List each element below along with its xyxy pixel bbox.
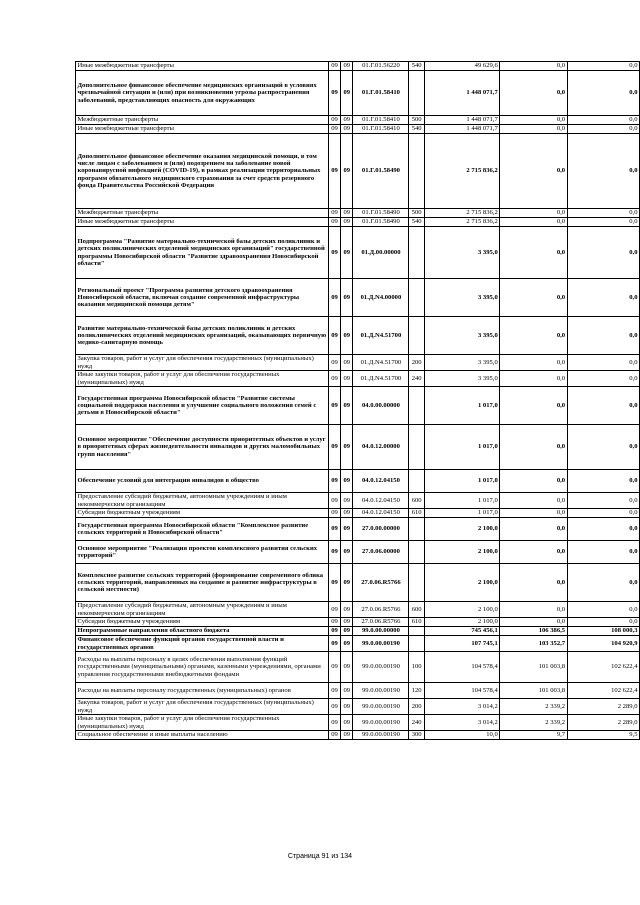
target-article-cell: 99.0.00.00190 — [353, 636, 409, 652]
table-row — [76, 493, 640, 509]
table-row — [76, 279, 640, 317]
amount-year3-cell: 0,0 — [567, 71, 639, 116]
section-code-cell: 09 — [328, 134, 340, 209]
target-article-cell: 01.Г.01.58490 — [353, 209, 409, 218]
expense-type-cell — [409, 470, 424, 493]
page-footer — [0, 853, 640, 860]
row-name-cell: Предоставление субсидий бюджетным, автономным учреждениям и иным некоммерческим организациям — [76, 493, 329, 509]
subsection-code-cell: 09 — [341, 209, 353, 218]
expense-type-cell — [409, 518, 424, 541]
amount-year2-cell: 106 386,5 — [500, 627, 567, 636]
section-code-cell: 09 — [328, 636, 340, 652]
amount-year3-cell: 0,0 — [567, 493, 639, 509]
section-code-cell: 09 — [328, 602, 340, 618]
expense-type-cell — [409, 564, 424, 602]
amount-year2-cell: 0,0 — [500, 218, 567, 227]
subsection-code-cell: 09 — [341, 493, 353, 509]
row-name-cell: Закупка товаров, работ и услуг для обеспечения государственных (муниципальных) нужд — [76, 355, 329, 371]
amount-year3-cell: 104 920,9 — [567, 636, 639, 652]
amount-year3-cell: 102 622,4 — [567, 683, 639, 699]
expense-type-cell — [409, 134, 424, 209]
amount-year3-cell: 0,0 — [567, 425, 639, 470]
amount-year3-cell: 108 000,3 — [567, 627, 639, 636]
table-row — [76, 71, 640, 116]
amount-year1-cell: 2 100,0 — [424, 564, 499, 602]
amount-year2-cell: 0,0 — [500, 227, 567, 279]
row-name-cell: Расходы на выплаты персоналу в целях обеспечения выполнения функций государственными (муниципальными) органами, казенными учреждениями, органами управления государственными внебюджетными фондами — [76, 652, 329, 683]
expense-type-cell — [409, 279, 424, 317]
section-code-cell: 09 — [328, 618, 340, 627]
row-name-cell: Финансовое обеспечение функций органов государственной власти и государственных органов — [76, 636, 329, 652]
table-row — [76, 209, 640, 218]
amount-year1-cell: 1 448 071,7 — [424, 116, 499, 125]
table-row — [76, 636, 640, 652]
expense-type-cell: 540 — [409, 125, 424, 134]
row-name-cell: Основное мероприятие "Реализация проектов комплексного развития сельских территорий" — [76, 541, 329, 564]
expense-type-cell: 120 — [409, 683, 424, 699]
expense-type-cell — [409, 317, 424, 355]
target-article-cell: 99.0.00.00190 — [353, 715, 409, 731]
row-name-cell: Дополнительное финансовое обеспечение медицинских организаций в условиях чрезвычайной ситуации и (или) при возникновении угрозы распространения заболеваний, представляющих опасность для окружающих — [76, 71, 329, 116]
section-code-cell: 09 — [328, 627, 340, 636]
amount-year3-cell: 0,0 — [567, 371, 639, 387]
subsection-code-cell: 09 — [341, 518, 353, 541]
subsection-code-cell: 09 — [341, 134, 353, 209]
expense-type-cell: 240 — [409, 371, 424, 387]
section-code-cell: 09 — [328, 371, 340, 387]
table-row — [76, 683, 640, 699]
target-article-cell: 01.Д.N4.51700 — [353, 317, 409, 355]
row-name-cell: Иные закупки товаров, работ и услуг для обеспечения государственных (муниципальных) нужд — [76, 715, 329, 731]
target-article-cell: 27.0.06.R5766 — [353, 602, 409, 618]
row-name-cell: Государственная программа Новосибирской области "Развитие системы социальной поддержки населения и улучшение социального положения семей с детьми в Новосибирской области" — [76, 387, 329, 425]
row-name-cell: Предоставление субсидий бюджетным, автономным учреждениям и иным некоммерческим организациям — [76, 602, 329, 618]
row-name-cell: Межбюджетные трансферты — [76, 209, 329, 218]
section-code-cell: 09 — [328, 209, 340, 218]
row-name-cell: Расходы на выплаты персоналу государственных (муниципальных) органов — [76, 683, 329, 699]
section-code-cell: 09 — [328, 652, 340, 683]
section-code-cell: 09 — [328, 387, 340, 425]
amount-year2-cell: 0,0 — [500, 425, 567, 470]
subsection-code-cell: 09 — [341, 116, 353, 125]
expense-type-cell: 540 — [409, 62, 424, 71]
subsection-code-cell: 09 — [341, 387, 353, 425]
subsection-code-cell: 09 — [341, 509, 353, 518]
target-article-cell: 01.Д.N4.00000 — [353, 279, 409, 317]
amount-year3-cell: 0,0 — [567, 518, 639, 541]
amount-year3-cell: 0,0 — [567, 541, 639, 564]
table-row — [76, 355, 640, 371]
amount-year1-cell: 3 395,0 — [424, 227, 499, 279]
section-code-cell: 09 — [328, 518, 340, 541]
amount-year3-cell: 0,0 — [567, 470, 639, 493]
amount-year3-cell: 0,0 — [567, 317, 639, 355]
row-name-cell: Иные закупки товаров, работ и услуг для обеспечения государственных (муниципальных) нужд — [76, 371, 329, 387]
row-name-cell: Региональный проект "Программа развития детского здравоохранения Новосибирской области, включая создание современной инфраструктуры оказания медицинской помощи детям" — [76, 279, 329, 317]
amount-year1-cell: 2 100,0 — [424, 618, 499, 627]
amount-year1-cell: 2 715 836,2 — [424, 218, 499, 227]
amount-year3-cell: 0,0 — [567, 509, 639, 518]
section-code-cell: 09 — [328, 227, 340, 279]
section-code-cell: 09 — [328, 493, 340, 509]
table-row — [76, 62, 640, 71]
section-code-cell: 09 — [328, 279, 340, 317]
amount-year1-cell: 3 395,0 — [424, 355, 499, 371]
table-row — [76, 564, 640, 602]
section-code-cell: 09 — [328, 683, 340, 699]
amount-year3-cell: 2 289,0 — [567, 715, 639, 731]
target-article-cell: 99.0.00.00000 — [353, 627, 409, 636]
budget-table-container — [75, 61, 640, 740]
target-article-cell: 27.0.06.R5766 — [353, 618, 409, 627]
amount-year1-cell: 104 578,4 — [424, 683, 499, 699]
subsection-code-cell: 09 — [341, 125, 353, 134]
expense-type-cell: 300 — [409, 731, 424, 740]
section-code-cell: 09 — [328, 62, 340, 71]
subsection-code-cell: 09 — [341, 618, 353, 627]
expense-type-cell: 100 — [409, 652, 424, 683]
section-code-cell: 09 — [328, 317, 340, 355]
amount-year2-cell: 0,0 — [500, 317, 567, 355]
amount-year2-cell: 0,0 — [500, 618, 567, 627]
target-article-cell: 27.0.06.R5766 — [353, 564, 409, 602]
amount-year2-cell: 0,0 — [500, 279, 567, 317]
expense-type-cell: 500 — [409, 209, 424, 218]
row-name-cell: Субсидии бюджетным учреждениям — [76, 509, 329, 518]
expense-type-cell — [409, 627, 424, 636]
amount-year2-cell: 0,0 — [500, 116, 567, 125]
section-code-cell: 09 — [328, 125, 340, 134]
subsection-code-cell: 09 — [341, 371, 353, 387]
row-name-cell: Социальное обеспечение и иные выплаты населению — [76, 731, 329, 740]
table-row — [76, 317, 640, 355]
subsection-code-cell: 09 — [341, 227, 353, 279]
amount-year1-cell: 1 017,0 — [424, 493, 499, 509]
amount-year1-cell: 3 014,2 — [424, 699, 499, 715]
amount-year1-cell: 1 017,0 — [424, 470, 499, 493]
section-code-cell: 09 — [328, 116, 340, 125]
row-name-cell: Развитие материально-технической базы детских поликлиник и детских поликлинических отделений медицинских организаций, оказывающих первичную медико-санитарную помощь — [76, 317, 329, 355]
target-article-cell: 27.0.00.00000 — [353, 518, 409, 541]
amount-year1-cell: 107 745,1 — [424, 636, 499, 652]
table-row — [76, 518, 640, 541]
expense-type-cell — [409, 636, 424, 652]
table-row — [76, 509, 640, 518]
subsection-code-cell: 09 — [341, 731, 353, 740]
amount-year2-cell: 0,0 — [500, 134, 567, 209]
target-article-cell: 99.0.00.00190 — [353, 683, 409, 699]
table-row — [76, 627, 640, 636]
row-name-cell: Подпрограмма "Развитие материально-технической базы детских поликлиник и детских поликлинических отделений медицинских организаций" государственной программы Новосибирской области "Развитие здравоохранения Новосибирской области" — [76, 227, 329, 279]
amount-year2-cell: 9,7 — [500, 731, 567, 740]
target-article-cell: 01.Г.01.58490 — [353, 218, 409, 227]
subsection-code-cell: 09 — [341, 636, 353, 652]
amount-year2-cell: 0,0 — [500, 125, 567, 134]
target-article-cell: 01.Г.01.58410 — [353, 71, 409, 116]
expense-type-cell — [409, 541, 424, 564]
expense-type-cell — [409, 71, 424, 116]
amount-year1-cell: 745 456,1 — [424, 627, 499, 636]
subsection-code-cell: 09 — [341, 541, 353, 564]
subsection-code-cell: 09 — [341, 683, 353, 699]
subsection-code-cell: 09 — [341, 355, 353, 371]
expense-type-cell: 540 — [409, 218, 424, 227]
amount-year3-cell: 0,0 — [567, 134, 639, 209]
section-code-cell: 09 — [328, 564, 340, 602]
subsection-code-cell: 09 — [341, 602, 353, 618]
target-article-cell: 01.Д.N4.51700 — [353, 355, 409, 371]
target-article-cell: 01.Г.01.58490 — [353, 134, 409, 209]
amount-year3-cell: 102 622,4 — [567, 652, 639, 683]
amount-year2-cell: 0,0 — [500, 564, 567, 602]
row-name-cell: Непрограммные направления областного бюджета — [76, 627, 329, 636]
subsection-code-cell: 09 — [341, 715, 353, 731]
amount-year2-cell: 0,0 — [500, 541, 567, 564]
target-article-cell: 01.Г.01.56220 — [353, 62, 409, 71]
subsection-code-cell: 09 — [341, 62, 353, 71]
expense-type-cell — [409, 425, 424, 470]
table-row — [76, 470, 640, 493]
table-row — [76, 731, 640, 740]
target-article-cell: 99.0.00.00190 — [353, 652, 409, 683]
table-row — [76, 218, 640, 227]
expense-type-cell: 600 — [409, 602, 424, 618]
target-article-cell: 01.Д.N4.51700 — [353, 371, 409, 387]
amount-year2-cell: 101 003,8 — [500, 683, 567, 699]
amount-year3-cell: 0,0 — [567, 209, 639, 218]
table-row — [76, 425, 640, 470]
expense-type-cell: 610 — [409, 618, 424, 627]
amount-year2-cell: 103 352,7 — [500, 636, 567, 652]
expense-type-cell: 500 — [409, 116, 424, 125]
subsection-code-cell: 09 — [341, 218, 353, 227]
row-name-cell: Обеспечение условий для интеграции инвалидов в общество — [76, 470, 329, 493]
table-row — [76, 116, 640, 125]
amount-year1-cell: 104 578,4 — [424, 652, 499, 683]
amount-year2-cell: 0,0 — [500, 387, 567, 425]
amount-year3-cell: 0,0 — [567, 355, 639, 371]
target-article-cell: 99.0.00.00190 — [353, 731, 409, 740]
row-name-cell: Основное мероприятие "Обеспечение доступности приоритетных объектов и услуг в приоритетных сферах жизнедеятельности инвалидов и других маломобильных групп населения" — [76, 425, 329, 470]
section-code-cell: 09 — [328, 470, 340, 493]
section-code-cell: 09 — [328, 699, 340, 715]
target-article-cell: 27.0.06.00000 — [353, 541, 409, 564]
amount-year1-cell: 3 395,0 — [424, 279, 499, 317]
target-article-cell: 01.Г.01.58410 — [353, 125, 409, 134]
amount-year2-cell: 0,0 — [500, 62, 567, 71]
row-name-cell: Межбюджетные трансферты — [76, 116, 329, 125]
target-article-cell: 04.0.12.04150 — [353, 470, 409, 493]
budget-table — [75, 61, 640, 740]
section-code-cell: 09 — [328, 218, 340, 227]
row-name-cell: Дополнительное финансовое обеспечение оказания медицинской помощи, в том числе лицам с заболеванием и (или) подозрением на заболевание новой коронавирусной инфекцией (COVID-19), в рамках реализации территориальных программ обязательного медицинского страхования за счет средств резервного фонда Правительства Российской Федерации — [76, 134, 329, 209]
amount-year1-cell: 49 629,6 — [424, 62, 499, 71]
target-article-cell: 99.0.00.00190 — [353, 699, 409, 715]
table-row — [76, 699, 640, 715]
row-name-cell: Субсидии бюджетным учреждениям — [76, 618, 329, 627]
amount-year3-cell: 0,0 — [567, 602, 639, 618]
amount-year2-cell: 2 339,2 — [500, 715, 567, 731]
target-article-cell: 01.Г.01.58410 — [353, 116, 409, 125]
amount-year1-cell: 1 448 071,7 — [424, 125, 499, 134]
section-code-cell: 09 — [328, 731, 340, 740]
section-code-cell: 09 — [328, 355, 340, 371]
amount-year1-cell: 2 715 836,2 — [424, 134, 499, 209]
subsection-code-cell: 09 — [341, 699, 353, 715]
expense-type-cell: 600 — [409, 493, 424, 509]
amount-year1-cell: 1 448 071,7 — [424, 71, 499, 116]
page-number: Страница 91 из 134 — [287, 853, 353, 860]
amount-year1-cell: 3 395,0 — [424, 371, 499, 387]
row-name-cell: Иные межбюджетные трансферты — [76, 125, 329, 134]
amount-year3-cell: 0,0 — [567, 387, 639, 425]
section-code-cell: 09 — [328, 509, 340, 518]
amount-year1-cell: 3 395,0 — [424, 317, 499, 355]
section-code-cell: 09 — [328, 715, 340, 731]
amount-year3-cell: 2 289,0 — [567, 699, 639, 715]
expense-type-cell — [409, 387, 424, 425]
expense-type-cell: 240 — [409, 715, 424, 731]
table-row — [76, 371, 640, 387]
amount-year3-cell: 9,5 — [567, 731, 639, 740]
amount-year3-cell: 0,0 — [567, 618, 639, 627]
table-row — [76, 541, 640, 564]
table-row — [76, 227, 640, 279]
amount-year1-cell: 1 017,0 — [424, 425, 499, 470]
amount-year2-cell: 0,0 — [500, 509, 567, 518]
table-body — [76, 62, 640, 740]
amount-year3-cell: 0,0 — [567, 116, 639, 125]
table-row — [76, 387, 640, 425]
amount-year2-cell: 0,0 — [500, 371, 567, 387]
subsection-code-cell: 09 — [341, 652, 353, 683]
subsection-code-cell: 09 — [341, 317, 353, 355]
amount-year1-cell: 1 017,0 — [424, 509, 499, 518]
table-row — [76, 602, 640, 618]
amount-year2-cell: 101 003,8 — [500, 652, 567, 683]
amount-year1-cell: 2 100,0 — [424, 518, 499, 541]
amount-year3-cell: 0,0 — [567, 218, 639, 227]
section-code-cell: 09 — [328, 425, 340, 470]
table-row — [76, 618, 640, 627]
table-row — [76, 652, 640, 683]
row-name-cell: Иные межбюджетные трансферты — [76, 62, 329, 71]
subsection-code-cell: 09 — [341, 470, 353, 493]
amount-year1-cell: 2 100,0 — [424, 541, 499, 564]
section-code-cell: 09 — [328, 71, 340, 116]
amount-year3-cell: 0,0 — [567, 564, 639, 602]
amount-year1-cell: 10,0 — [424, 731, 499, 740]
amount-year2-cell: 0,0 — [500, 209, 567, 218]
amount-year2-cell: 0,0 — [500, 71, 567, 116]
amount-year1-cell: 2 100,0 — [424, 602, 499, 618]
expense-type-cell: 610 — [409, 509, 424, 518]
table-row — [76, 134, 640, 209]
subsection-code-cell: 09 — [341, 425, 353, 470]
amount-year2-cell: 0,0 — [500, 470, 567, 493]
amount-year3-cell: 0,0 — [567, 227, 639, 279]
target-article-cell: 01.Д.00.00000 — [353, 227, 409, 279]
amount-year3-cell: 0,0 — [567, 62, 639, 71]
row-name-cell: Иные межбюджетные трансферты — [76, 218, 329, 227]
target-article-cell: 04.0.12.00000 — [353, 425, 409, 470]
subsection-code-cell: 09 — [341, 71, 353, 116]
amount-year1-cell: 3 014,2 — [424, 715, 499, 731]
amount-year1-cell: 1 017,0 — [424, 387, 499, 425]
expense-type-cell — [409, 227, 424, 279]
amount-year2-cell: 0,0 — [500, 493, 567, 509]
subsection-code-cell: 09 — [341, 279, 353, 317]
amount-year2-cell: 0,0 — [500, 355, 567, 371]
row-name-cell: Закупка товаров, работ и услуг для обеспечения государственных (муниципальных) нужд — [76, 699, 329, 715]
row-name-cell: Государственная программа Новосибирской области "Комплексное развитие сельских территорий в Новосибирской области" — [76, 518, 329, 541]
amount-year2-cell: 0,0 — [500, 602, 567, 618]
amount-year1-cell: 2 715 836,2 — [424, 209, 499, 218]
amount-year2-cell: 2 339,2 — [500, 699, 567, 715]
target-article-cell: 04.0.12.04150 — [353, 493, 409, 509]
expense-type-cell: 200 — [409, 699, 424, 715]
row-name-cell: Комплексное развитие сельских территорий (формирование современного облика сельских территорий, направленных на создание и развитие инфраструктуры в сельской местности) — [76, 564, 329, 602]
table-row — [76, 125, 640, 134]
expense-type-cell: 200 — [409, 355, 424, 371]
table-row — [76, 715, 640, 731]
subsection-code-cell: 09 — [341, 627, 353, 636]
section-code-cell: 09 — [328, 541, 340, 564]
target-article-cell: 04.0.00.00000 — [353, 387, 409, 425]
amount-year3-cell: 0,0 — [567, 125, 639, 134]
amount-year2-cell: 0,0 — [500, 518, 567, 541]
amount-year3-cell: 0,0 — [567, 279, 639, 317]
target-article-cell: 04.0.12.04150 — [353, 509, 409, 518]
subsection-code-cell: 09 — [341, 564, 353, 602]
